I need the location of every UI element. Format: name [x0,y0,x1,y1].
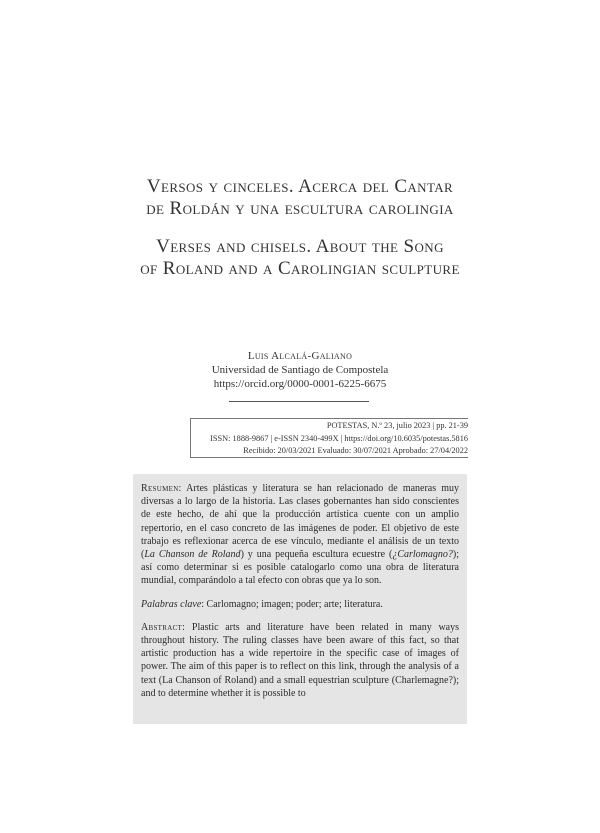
keywords-paragraph [141,598,459,611]
resumen-paragraph [141,482,459,588]
english-title-line-2: of Roland and a Carolingian sculpture [140,258,460,279]
keywords-text: : Carlomagno; imagen; poder; arte; literatura. [201,598,383,610]
author-divider [229,401,369,402]
english-title-line-1: Verses and chisels. About the Song [156,236,444,257]
author-name: Luis Alcalá-Galiano [247,350,353,362]
resumen-text-2: ) y una pequeña escultura ecuestre ( [240,549,393,561]
spanish-title-line-1: Versos y cinceles. Acerca del Cantar [146,176,454,197]
publication-metadata [190,418,468,458]
resumen-label: Resumen: [141,483,182,494]
author-info [100,349,500,391]
english-title [60,236,540,280]
author-orcid-link[interactable]: https://orcid.org/0000-0001-6225-6675 [213,378,387,390]
abstract-content [141,482,459,710]
journal-issue-line: POTESTAS, N.º 23, julio 2023 | pp. 21-39 [326,421,468,430]
resumen-text-1: Artes plásticas y literatura se han relacionado de maneras muy diversas a lo largo de la historia. Las clases gobernantes han sido conscientes de este hecho, de ahí que la producción artística cuente con un amplio repertorio, en el caso concreto de las imágenes de poder. El objetivo de este trabajo es reflexionar acerca de ese vínculo, mediante el análisis de un texto ( [141,483,459,561]
spanish-title [60,176,540,220]
abstract-text: Plastic arts and literature have been related in many ways throughout history. The ruling classes have been aware of this fact, so that artistic production has a wide repertoire in the specific case of images of power. The aim of this paper is to reflect on this link, through the analysis of a text (La Chanson of Roland) and a small equestrian sculpture (Charlemagne?); and to determine whether it is possible to [141,621,459,699]
abstract-panel [133,474,467,724]
keywords-label: Palabras clave [141,598,202,610]
resumen-text-3: ); así como determinar si es posible catalogarlo como una obra de literatura mundial, comparándolo a tal efecto con obras que ya lo son. [141,549,460,587]
author-affiliation: Universidad de Santiago de Compostela [211,364,389,376]
review-dates-line: Recibido: 20/03/2021 Evaluado: 30/07/2021 Aprobado: 27/04/2022 [243,446,468,455]
abstract-label: Abstract: [141,621,186,633]
resumen-italic-title: La Chanson de Roland [144,549,241,561]
abstract-paragraph [141,621,459,700]
spanish-title-line-2: de Roldán y una escultura carolingia [146,198,454,219]
resumen-italic-subject: ¿Carlomagno? [392,549,453,561]
issn-doi-line[interactable]: ISSN: 1888-9867 | e-ISSN 2340-499X | https://doi.org/10.6035/potestas.5816 [210,433,468,443]
